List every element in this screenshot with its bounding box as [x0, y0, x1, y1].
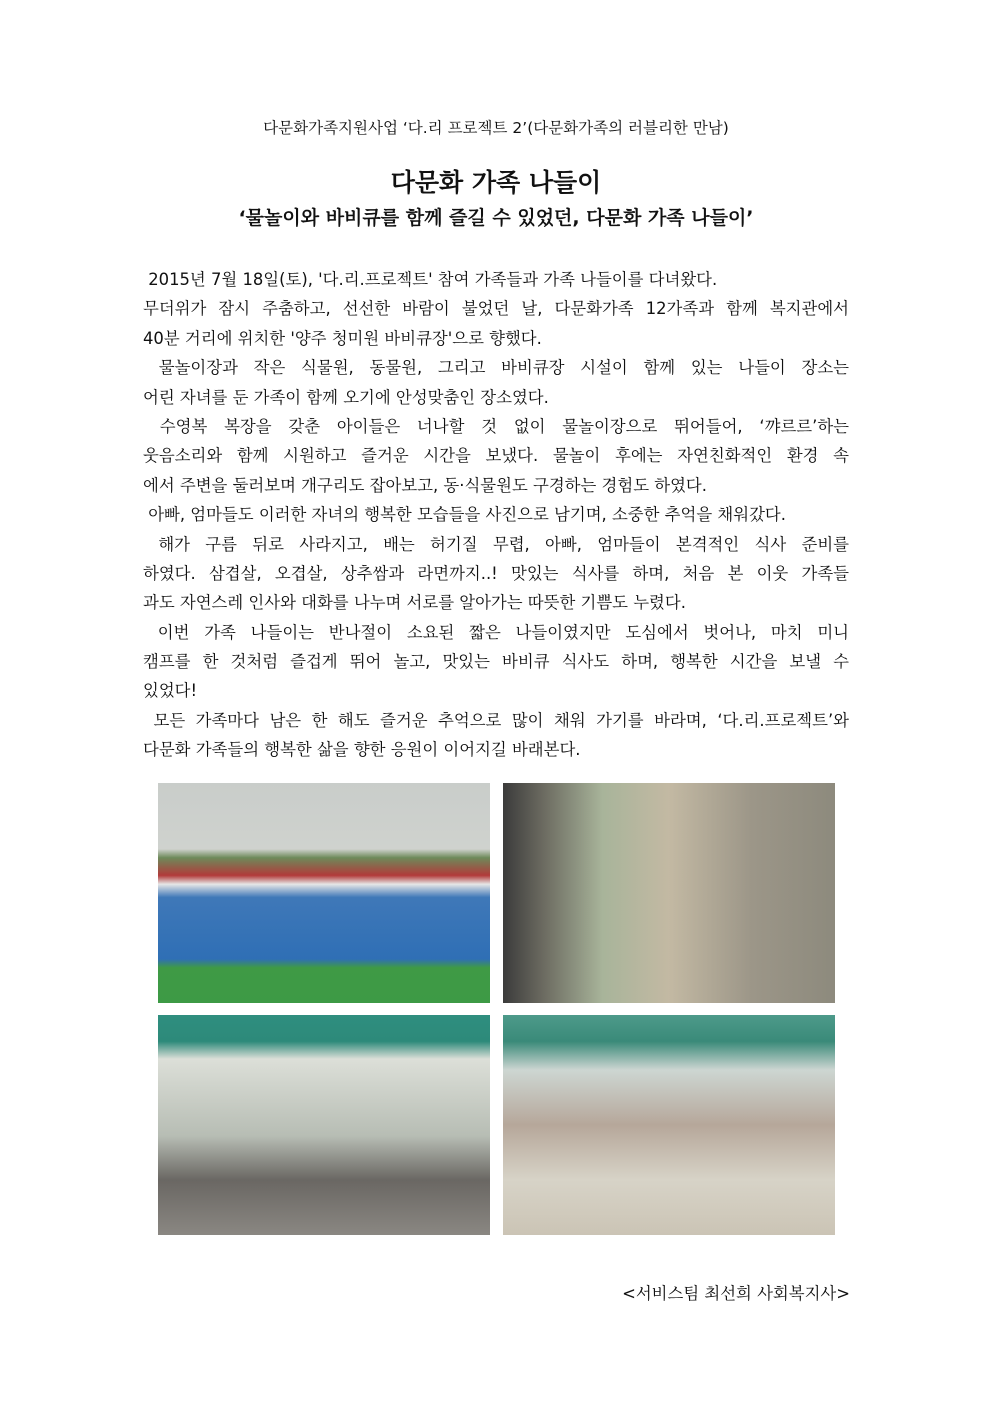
body-line: 과도 자연스레 인사와 대화를 나누며 서로를 알아가는 따뜻한 기쁨도 누렸다.	[143, 593, 686, 613]
body-line: 캠프를 한 것처럼 즐겁게 뛰어 놀고, 맛있는 바비큐 식사도 하며, 행복한 시간을 보낼 수	[143, 652, 849, 672]
body-line: 40분 거리에 위치한 '양주 청미원 바비큐장'으로 향했다.	[143, 328, 542, 348]
author-credit: <서비스팀 최선희 사회복지사>	[622, 1284, 850, 1303]
body-line: 어린 자녀를 둔 가족이 함께 오기에 안성맞춤인 장소였다.	[143, 387, 549, 407]
body-line: 물놀이장과 작은 식물원, 동물원, 그리고 바비큐장 시설이 함께 있는 나들이 장소는	[143, 358, 849, 378]
photo-water-park	[158, 783, 490, 1003]
body-line: 웃음소리와 함께 시원하고 즐거운 시간을 보냈다. 물놀이 후에는 자연친화적인 환경 속	[143, 446, 849, 466]
article-title: 다문화 가족 나들이	[390, 168, 602, 197]
body-line: 수영복 복장을 갖춘 아이들은 너나할 것 없이 물놀이장으로 뛰어들어, ‘꺄르르’하는	[143, 416, 849, 436]
body-line: 무더위가 잠시 주춤하고, 선선한 바람이 불었던 날, 다문화가족 12가족과 함께 복지관에서	[143, 299, 849, 319]
program-supertitle: 다문화가족지원사업 ‘다.리 프로젝트 2’(다문화가족의 러블리한 만남)	[263, 119, 729, 137]
body-line: 모든 가족마다 남은 한 해도 즐거운 추억으로 많이 채워 가기를 바라며, ‘다.리.프로젝트’와	[143, 710, 849, 730]
body-line: 해가 구름 뒤로 사라지고, 배는 허기질 무렵, 아빠, 엄마들이 본격적인 식사 준비를	[143, 534, 849, 554]
photo-family-meal	[503, 1015, 835, 1235]
article-subtitle: ‘물놀이와 바비큐를 함께 즐길 수 있었던, 다문화 가족 나들이’	[238, 207, 754, 229]
body-line: 하였다. 삼겹살, 오겹살, 상추쌈과 라면까지..! 맛있는 식사를 하며, 처음 본 이웃 가족들	[143, 563, 849, 583]
article-body	[143, 265, 849, 765]
body-line: 이번 가족 나들이는 반나절이 소요된 짧은 나들이였지만 도심에서 벗어나, 마치 미니	[143, 622, 849, 642]
body-line: 다문화 가족들의 행복한 삶을 향한 응원이 이어지길 바래본다.	[143, 740, 581, 760]
photo-children-outdoors	[503, 783, 835, 1003]
body-line: 있었다!	[143, 681, 198, 701]
body-line: 아빠, 엄마들도 이러한 자녀의 행복한 모습들을 사진으로 남기며, 소중한 추억을 채워갔다.	[143, 505, 786, 525]
photo-barbecue-grilling	[158, 1015, 490, 1235]
body-line: 2015년 7월 18일(토), '다.리.프로젝트' 참여 가족들과 가족 나들이를 다녀왔다.	[143, 270, 718, 289]
body-line: 에서 주변을 둘러보며 개구리도 잡아보고, 동·식물원도 구경하는 경험도 하였다.	[143, 475, 707, 495]
